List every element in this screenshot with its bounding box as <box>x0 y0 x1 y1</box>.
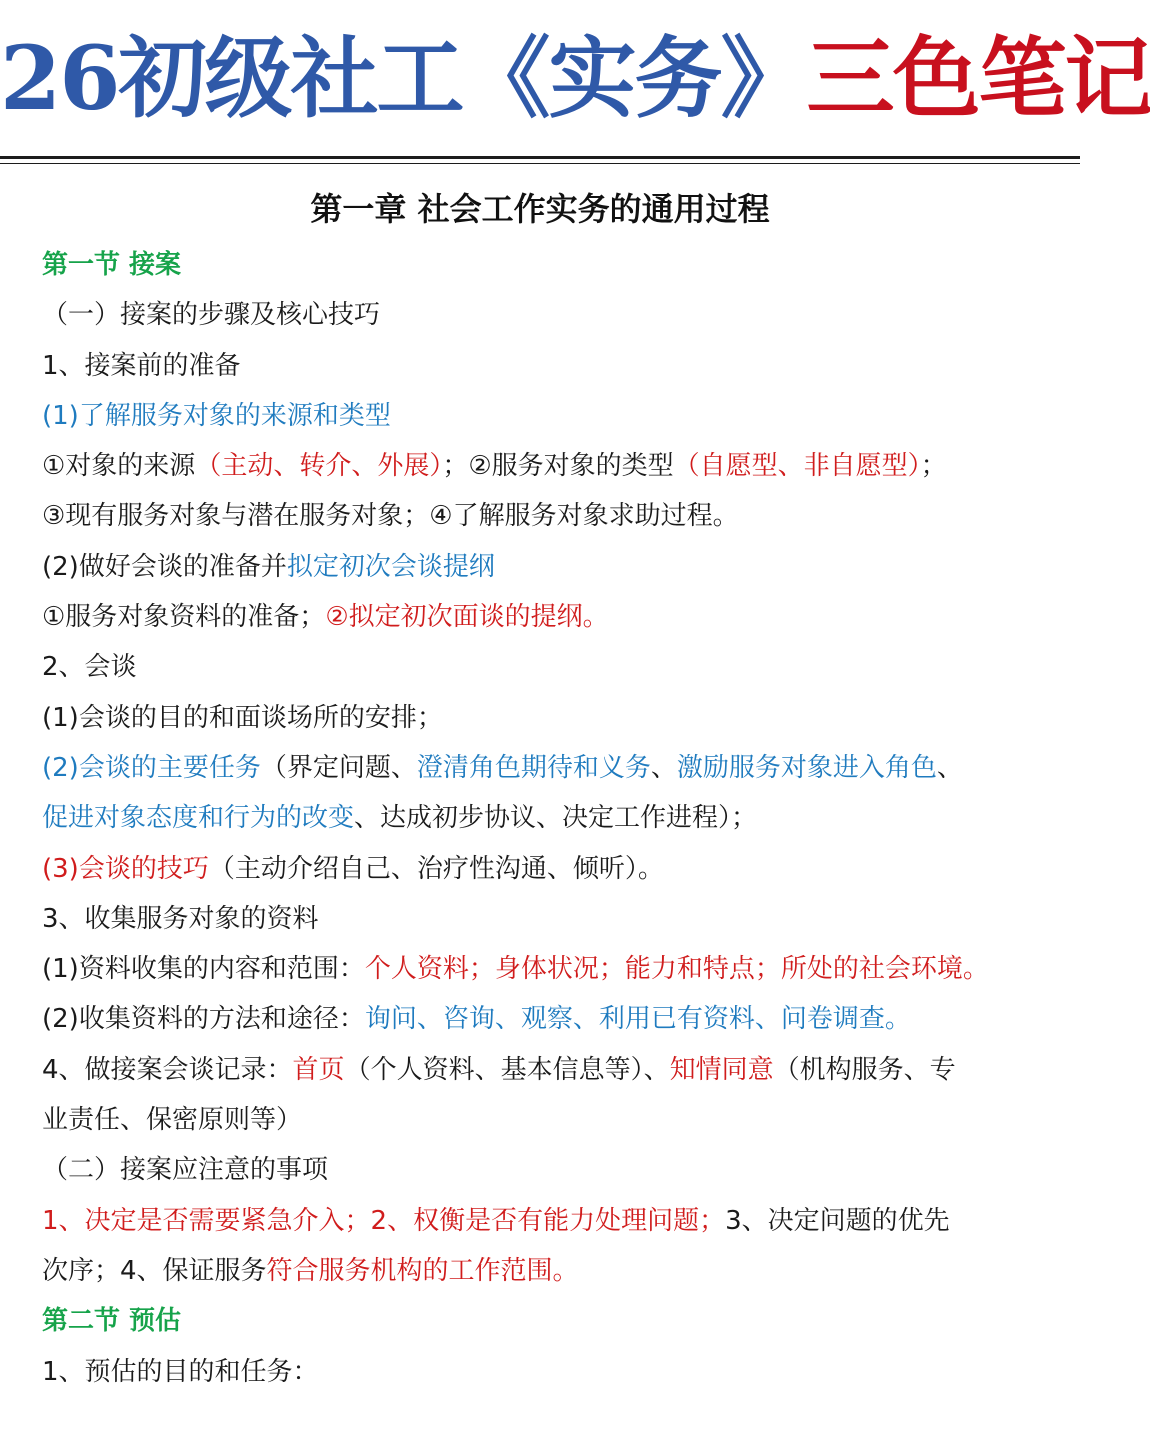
note-segment-black: ③现有服务对象与潜在服务对象；④了解服务对象求助过程。 <box>42 501 739 532</box>
note-segment-black: （个人资料、基本信息等）、 <box>344 1054 670 1085</box>
header-divider-thin <box>0 163 1080 164</box>
note-segment-blue: 激励服务对象进入角色 <box>676 752 937 783</box>
note-segment-red: 符合服务机构的工作范围。 <box>266 1255 579 1286</box>
note-segment-black: （二）接案应注意的事项 <box>42 1155 329 1186</box>
note-segment-black: ； <box>920 451 947 482</box>
section-heading <box>42 1296 1042 1346</box>
note-line <box>42 642 1042 692</box>
note-segment-black: 3、决定问题的优先 <box>725 1205 950 1236</box>
section-heading <box>42 240 1042 290</box>
note-line <box>42 1095 1042 1145</box>
note-segment-blue: 询问、咨询、观察、利用已有资料、问卷调查。 <box>364 1004 911 1035</box>
note-segment-black: 、达成初步协议、决定工作进程）； <box>354 803 758 834</box>
chapter-title: 第一章 社会工作实务的通用过程 <box>310 190 770 228</box>
title-part-blue: 26初级社工《实务》 <box>0 26 807 130</box>
note-segment-black: 1、接案前的准备 <box>42 350 241 381</box>
note-segment-blue: 促进对象态度和行为的改变 <box>42 803 355 834</box>
note-line <box>42 844 1042 894</box>
note-line <box>42 894 1042 944</box>
page-header <box>0 0 1150 160</box>
note-line <box>42 491 1042 541</box>
note-line <box>42 1045 1042 1095</box>
header-divider-thick <box>0 156 1080 159</box>
note-segment-black: (1)会谈的目的和面谈场所的安排； <box>42 702 443 733</box>
note-segment-black: （一）接案的步骤及核心技巧 <box>42 300 381 331</box>
note-segment-black: (1)资料收集的内容和范围： <box>42 954 365 985</box>
note-segment-red: 首页 <box>292 1054 345 1085</box>
note-segment-black: ；②服务对象的类型 <box>442 451 674 482</box>
note-line <box>42 693 1042 743</box>
note-segment-black: （界定问题、 <box>260 752 417 783</box>
note-line <box>42 290 1042 340</box>
note-segment-black: (2)收集资料的方法和途径： <box>42 1004 365 1035</box>
note-line <box>42 994 1042 1044</box>
note-segment-red: （主动、转介、外展） <box>195 451 443 482</box>
note-line <box>42 391 1042 441</box>
note-line <box>42 1347 1042 1397</box>
note-line <box>42 592 1042 642</box>
note-segment-black: ①对象的来源 <box>42 451 196 482</box>
note-segment-black: 业责任、保密原则等） <box>42 1105 303 1136</box>
note-segment-black: 4、做接案会谈记录： <box>42 1054 293 1085</box>
title-part-red: 三色笔记 <box>806 26 1150 130</box>
note-line <box>42 1196 1042 1246</box>
notes-body <box>42 240 1042 1397</box>
note-segment-black: 、 <box>936 752 963 783</box>
note-line <box>42 341 1042 391</box>
note-segment-blue: 澄清角色期待和义务 <box>416 752 651 783</box>
note-line <box>42 1145 1042 1195</box>
note-line <box>42 743 1042 793</box>
note-segment-blue: (1)了解服务对象的来源和类型 <box>42 400 391 431</box>
note-line <box>42 542 1042 592</box>
note-line <box>42 944 1042 994</box>
note-segment-black: 、 <box>650 752 677 783</box>
note-segment-black: 次序；4、保证服务 <box>42 1255 267 1286</box>
note-segment-black: 1、预估的目的和任务： <box>42 1356 319 1387</box>
note-segment-green: 第一节 接案 <box>42 250 182 280</box>
note-segment-black: （主动介绍自己、治疗性沟通、倾听）。 <box>208 853 664 884</box>
note-segment-black: （机构服务、专 <box>773 1054 956 1085</box>
note-segment-red: 个人资料；身体状况；能力和特点；所处的社会环境。 <box>364 954 989 985</box>
note-segment-red: (3)会谈的技巧 <box>42 853 209 884</box>
note-segment-blue: (2)会谈的主要任务 <box>42 752 261 783</box>
note-line <box>42 1246 1042 1296</box>
note-segment-red: ②拟定初次面谈的提纲。 <box>325 602 609 633</box>
note-segment-blue: 拟定初次会谈提纲 <box>286 551 495 582</box>
note-segment-black: ①服务对象资料的准备； <box>42 602 326 633</box>
note-segment-red: 知情同意 <box>669 1054 774 1085</box>
note-segment-black: 2、会谈 <box>42 652 137 683</box>
note-segment-red: （自愿型、非自愿型） <box>673 451 921 482</box>
note-segment-green: 第二节 预估 <box>42 1306 182 1337</box>
page-title <box>0 22 1150 134</box>
note-segment-black: 3、收集服务对象的资料 <box>42 903 319 934</box>
note-segment-black: (2)做好会谈的准备并 <box>42 551 287 582</box>
note-line <box>42 441 1042 491</box>
note-segment-red: 1、决定是否需要紧急介入；2、权衡是否有能力处理问题； <box>42 1205 726 1236</box>
note-line <box>42 793 1042 843</box>
